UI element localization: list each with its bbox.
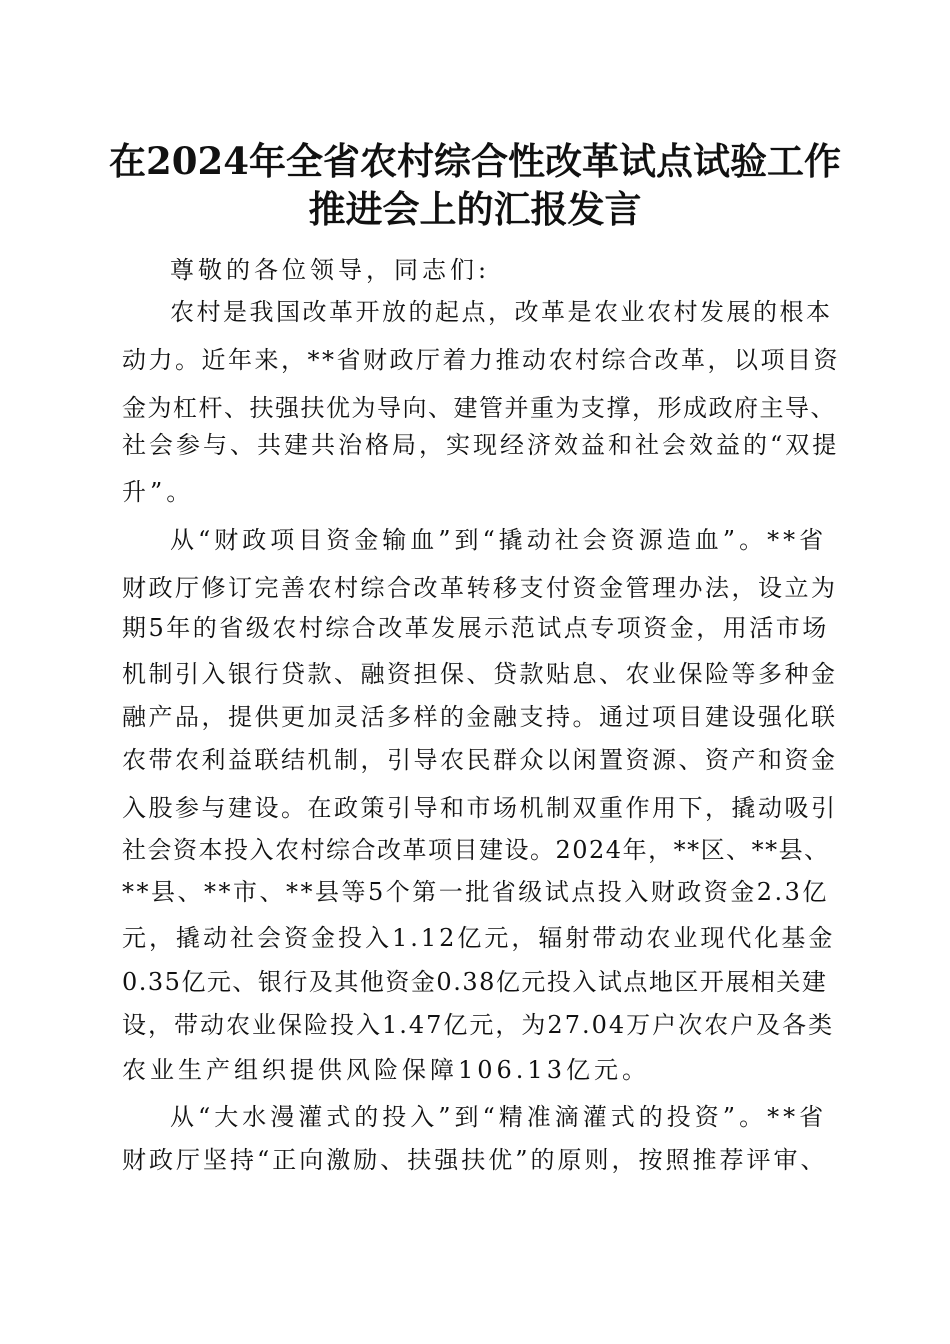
body-line: 农带农利益联结机制，引导农民群众以闲置资源、资产和资金 bbox=[122, 746, 838, 774]
body-line: 社会资本投入农村综合改革项目建设。2024年，**区、**县、 bbox=[122, 836, 830, 864]
body-line: **县、**市、**县等5个第一批省级试点投入财政资金2.3亿 bbox=[122, 878, 829, 906]
body-line: 财政厅坚持“正向激励、扶强扶优”的原则，按照推荐评审、 bbox=[122, 1146, 828, 1174]
body-line: 从“财政项目资金输血”到“撬动社会资源造血”。**省 bbox=[170, 526, 828, 554]
body-line: 机制引入银行贷款、融资担保、贷款贴息、农业保险等多种金 bbox=[122, 660, 838, 688]
body-line: 0.35亿元、银行及其他资金0.38亿元投入试点地区开展相关建 bbox=[122, 968, 828, 996]
body-line: 财政厅修订完善农村综合改革转移支付资金管理办法，设立为 bbox=[122, 574, 838, 602]
body-line: 元，撬动社会资金投入1.12亿元，辐射带动农业现代化基金 bbox=[122, 924, 836, 952]
body-line: 入股参与建设。在政策引导和市场机制双重作用下，撬动吸引 bbox=[122, 794, 838, 822]
body-line: 金为杠杆、扶强扶优为导向、建管并重为支撑，形成政府主导、 bbox=[122, 394, 836, 422]
body-line: 升”。 bbox=[122, 478, 195, 506]
document-title-line-1: 在2024年全省农村综合性改革试点试验工作 bbox=[109, 139, 841, 183]
body-line: 农业生产组织提供风险保障106.13亿元。 bbox=[122, 1056, 650, 1084]
body-line: 动力。近年来，**省财政厅着力推动农村综合改革，以项目资 bbox=[122, 346, 840, 374]
document-title-line-2: 推进会上的汇报发言 bbox=[308, 187, 642, 231]
body-line: 社会参与、共建共治格局，实现经济效益和社会效益的“双提 bbox=[122, 431, 840, 459]
body-line: 设，带动农业保险投入1.47亿元，为27.04万户次农户及各类 bbox=[122, 1011, 835, 1039]
body-line: 期5年的省级农村综合改革发展示范试点专项资金，用活市场 bbox=[122, 614, 829, 642]
body-line: 农村是我国改革开放的起点，改革是农业农村发展的根本 bbox=[170, 298, 833, 326]
body-line: 融产品，提供更加灵活多样的金融支持。通过项目建设强化联 bbox=[122, 703, 838, 731]
salutation: 尊敬的各位领导，同志们: bbox=[170, 256, 491, 284]
body-line: 从“大水漫灌式的投入”到“精准滴灌式的投资”。**省 bbox=[170, 1103, 828, 1131]
